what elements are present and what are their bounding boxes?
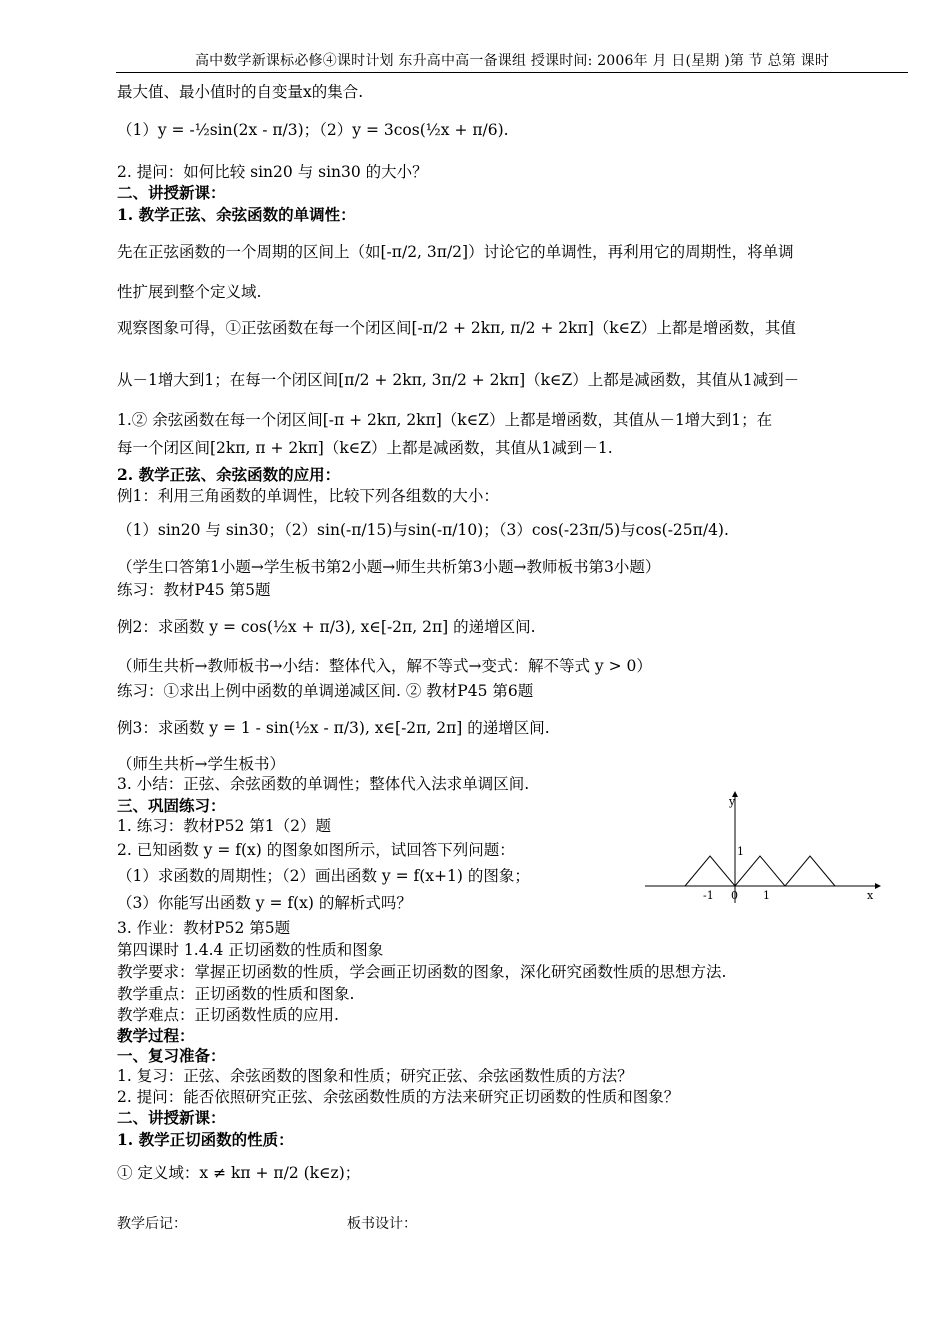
text-line: 从－1增大到1；在每一个闭区间[π/2 + 2kπ, 3π/2 + 2kπ]（k∈Z）上都是减函数，其值从1减到－	[117, 371, 800, 389]
formula-line: ① 定义域：x ≠ kπ + π/2 (k∈z)；	[117, 1164, 361, 1182]
x-axis-label: x	[867, 889, 874, 902]
x-tick-label: 1	[763, 889, 770, 902]
x-tick-label: -1	[703, 889, 714, 902]
page-header: 高中数学新课标必修④课时计划 东升高中高一备课组 授课时间: 2006年 月 日(星期 )第 节 总第 课时	[116, 50, 908, 73]
x-axis-arrow-icon	[875, 883, 881, 889]
text-line: 教学要求：掌握正切函数的性质，学会画正切函数的图象，深化研究函数性质的思想方法.	[117, 963, 727, 981]
text-line: 2. 提问：能否依照研究正弦、余弦函数性质的方法来研究正切函数的性质和图象？	[117, 1088, 680, 1106]
example-line: 例1：利用三角函数的单调性，比较下列各组数的大小：	[117, 487, 499, 505]
text-line: （学生口答第1小题→学生板书第2小题→师生共析第3小题→教师板书第3小题）	[117, 558, 661, 576]
text-line: 3. 作业：教材P52 第5题	[117, 919, 291, 937]
function-graph	[645, 783, 885, 908]
text-line: 2. 已知函数 y = f(x) 的图象如图所示，试回答下列问题：	[117, 841, 515, 859]
y-tick-label: 1	[737, 845, 744, 858]
text-line: 每一个闭区间[2kπ, π + 2kπ]（k∈Z）上都是减函数，其值从1减到－1.	[117, 439, 613, 457]
example-line: 例3：求函数 y = 1 - sin(½x - π/3), x∈[-2π, 2π] 的递增区间.	[117, 719, 550, 737]
zigzag-curve	[685, 856, 835, 886]
text-line: （师生共析→学生板书）	[117, 755, 285, 773]
subsection-heading: 2. 教学正弦、余弦函数的应用：	[117, 465, 341, 484]
text-line: （3）你能写出函数 y = f(x) 的解析式吗？	[117, 894, 412, 912]
text-line: （师生共析→教师板书→小结：整体代入，解不等式→变式：解不等式 y > 0）	[117, 657, 652, 675]
text-line: 性扩展到整个定义域.	[117, 283, 262, 301]
example-line: 例2：求函数 y = cos(½x + π/3), x∈[-2π, 2π] 的递增区间.	[117, 618, 536, 636]
section-heading: 教学过程：	[117, 1026, 195, 1045]
text-line: 1.② 余弦函数在每一个闭区间[-π + 2kπ, 2kπ]（k∈Z）上都是增函数，其值从－1增大到1；在	[117, 411, 773, 429]
section-heading: 二、讲授新课：	[117, 1108, 226, 1127]
text-line: 2. 提问：如何比较 sin20 与 sin30 的大小？	[117, 163, 428, 181]
text-line: 练习：①求出上例中函数的单调递减区间. ② 教材P45 第6题	[117, 682, 534, 700]
formula-line: （1）sin20 与 sin30；（2）sin(-π/15)与sin(-π/10)；（3）cos(-23π/5)与cos(-25π/4).	[117, 521, 729, 539]
text-line: 观察图象可得，①正弦函数在每一个闭区间[-π/2 + 2kπ, π/2 + 2kπ]（k∈Z）上都是增函数，其值	[117, 319, 796, 337]
subsection-heading: 1. 教学正切函数的性质：	[117, 1130, 294, 1149]
footer-board-design: 板书设计：	[347, 1216, 417, 1232]
formula-line: （1）y = -½sin(2x - π/3)；（2）y = 3cos(½x + π/6).	[117, 121, 509, 139]
text-line: 先在正弦函数的一个周期的区间上（如[-π/2, 3π/2]）讨论它的单调性，再利用它的周期性，将单调	[117, 243, 794, 261]
y-axis-label: y	[729, 795, 736, 808]
text-line: 1. 练习：教材P52 第1（2）题	[117, 817, 332, 835]
lesson-title: 第四课时 1.4.4 正切函数的性质和图象	[117, 941, 384, 959]
section-heading: 三、巩固练习：	[117, 796, 226, 815]
text-line: 1. 复习：正弦、余弦函数的图象和性质；研究正弦、余弦函数性质的方法？	[117, 1067, 633, 1085]
section-heading: 一、复习准备：	[117, 1046, 226, 1065]
text-line: 练习：教材P45 第5题	[117, 581, 271, 599]
text-line: 3. 小结：正弦、余弦函数的单调性；整体代入法求单调区间.	[117, 775, 530, 793]
text-line: 最大值、最小值时的自变量x的集合.	[117, 83, 364, 101]
subsection-heading: 1. 教学正弦、余弦函数的单调性：	[117, 205, 356, 224]
footer-notes: 教学后记：	[117, 1216, 187, 1232]
text-line: （1）求函数的周期性；（2）画出函数 y = f(x+1) 的图象；	[117, 867, 530, 885]
text-line: 教学难点：正切函数性质的应用.	[117, 1006, 339, 1024]
origin-label: 0	[731, 889, 738, 902]
text-line: 教学重点：正切函数的性质和图象.	[117, 985, 355, 1003]
section-heading: 二、讲授新课：	[117, 183, 226, 202]
